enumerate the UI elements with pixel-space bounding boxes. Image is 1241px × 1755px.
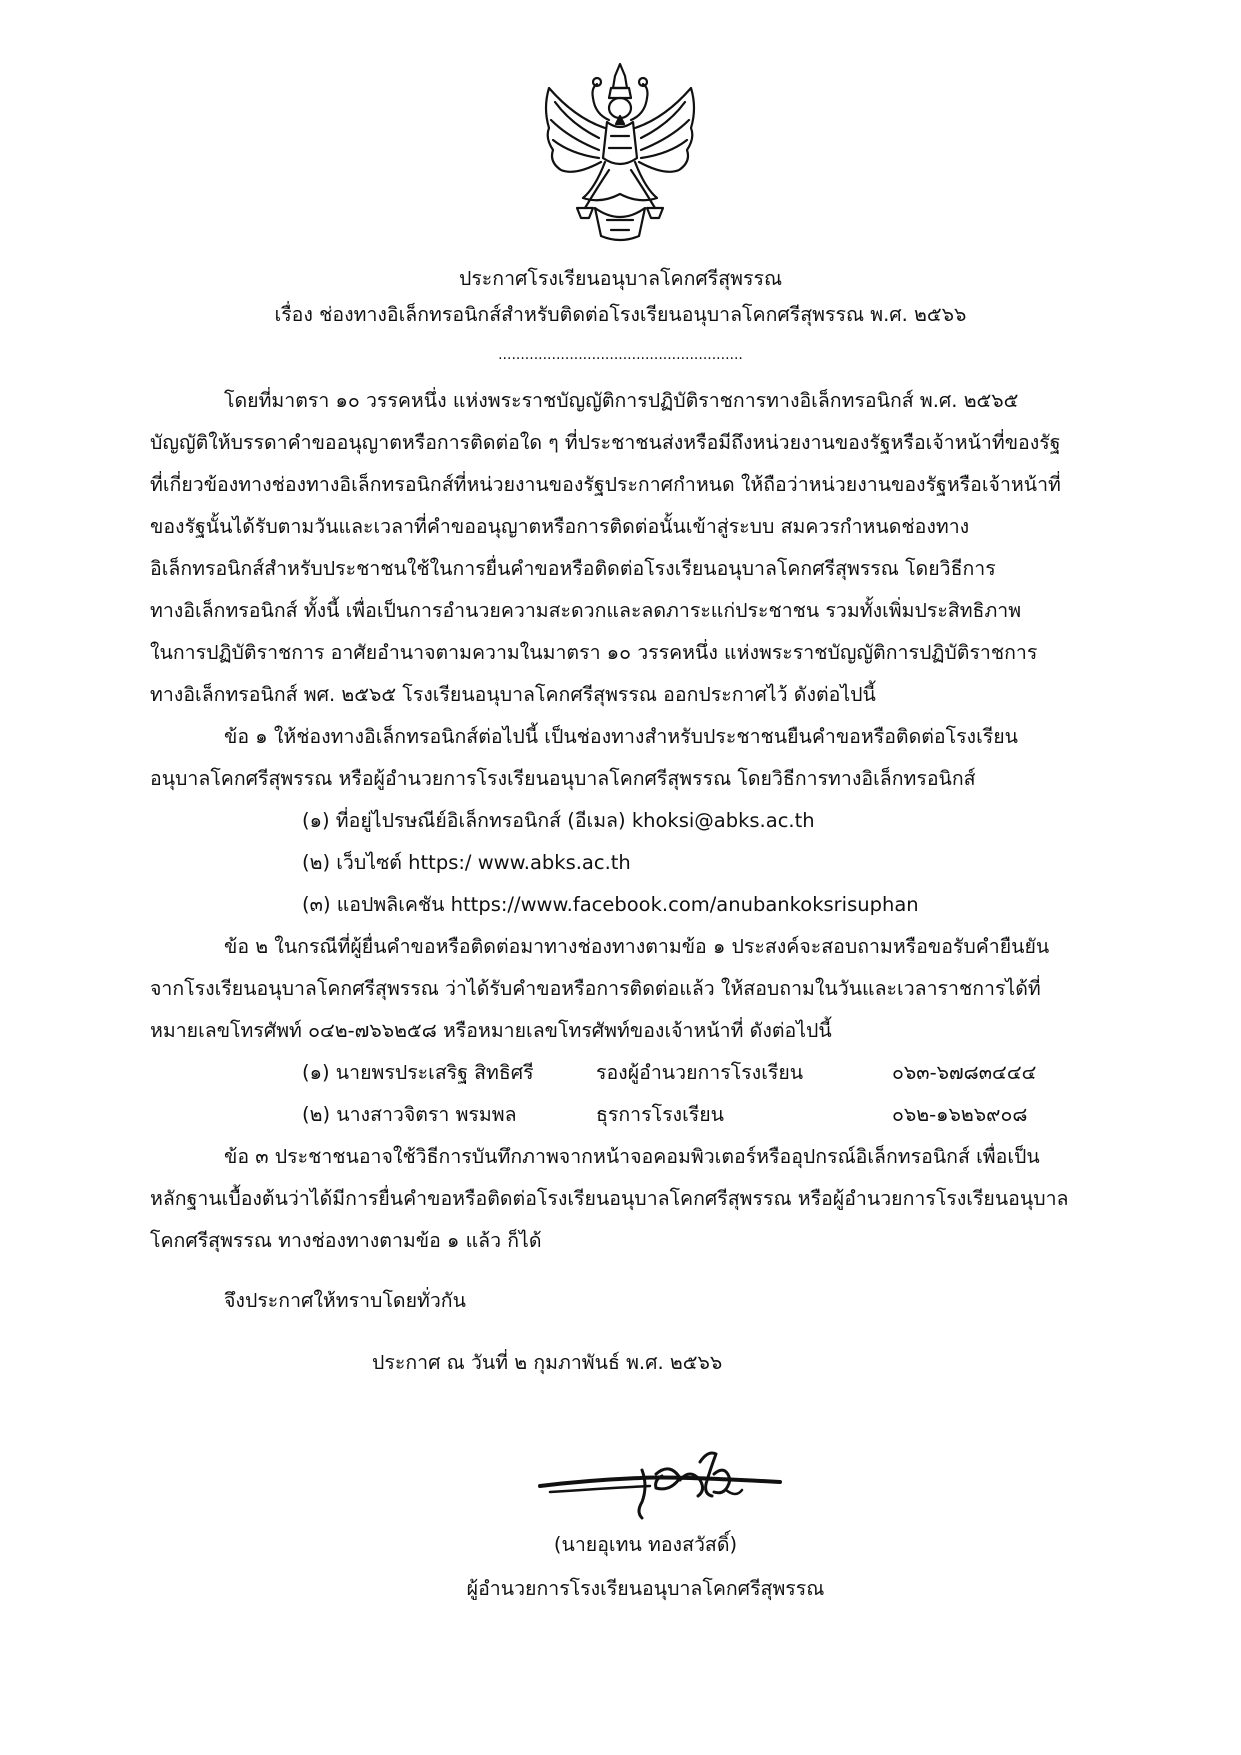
clause2-line: ข้อ ๒ ในกรณีที่ผู้ยื่นคำขอหรือติดต่อมาทางช่องทางตามข้อ ๑ ประสงค์จะสอบถามหรือขอรับคำยืนยัน bbox=[224, 935, 1050, 958]
announcement-date: ประกาศ ณ วันที่ ๒ กุมภาพันธ์ พ.ศ. ๒๕๖๖ bbox=[372, 1351, 723, 1374]
clause2-line: หมายเลขโทรศัพท์ ๐๔๒-๗๖๖๒๕๘ หรือหมายเลขโทรศัพท์ของเจ้าหน้าที่ ดังต่อไปนี้ bbox=[150, 1019, 832, 1042]
header-separator: ....................................................... bbox=[498, 347, 743, 363]
signatory-position: ผู้อำนวยการโรงเรียนอนุบาลโคกศรีสุพรรณ bbox=[466, 1577, 825, 1600]
clause3-line: หลักฐานเบื้องต้นว่าได้มีการยื่นคำขอหรือติดต่อโรงเรียนอนุบาลโคกศรีสุพรรณ หรือผู้อำนวยการโรงเรียนอนุบาล bbox=[150, 1187, 1069, 1210]
document-title: ประกาศโรงเรียนอนุบาลโคกศรีสุพรรณ bbox=[458, 267, 783, 290]
contact-role: ธุรการโรงเรียน bbox=[596, 1103, 724, 1126]
contact-phone: ๐๖๓-๖๗๘๓๔๔๔ bbox=[892, 1061, 1037, 1084]
contact-name: (๑) นายพรประเสริฐ สิทธิศรี bbox=[302, 1061, 534, 1084]
preamble-line: ทางอิเล็กทรอนิกส์ ทั้งนี้ เพื่อเป็นการอำนวยความสะดวกและลดภาระแก่ประชาชน รวมทั้งเพิ่มประสิทธิภาพ bbox=[150, 599, 1022, 622]
signatory-name: (นายอุเทน ทองสวัสดิ์) bbox=[553, 1533, 738, 1556]
preamble-line: ของรัฐนั้นได้รับตามวันและเวลาที่คำขออนุญาตหรือการติดต่อนั้นเข้าสู่ระบบ สมควรกำหนดช่องทาง bbox=[150, 515, 970, 538]
channel-application: (๓) แอปพลิเคชัน https://www.facebook.com/anubankoksrisuphan bbox=[302, 893, 919, 916]
preamble-line: บัญญัติให้บรรดาคำขออนุญาตหรือการติดต่อใด ๆ ที่ประชาชนส่งหรือมีถึงหน่วยงานของรัฐหรือเจ้าหน้าที่ของรัฐ bbox=[150, 431, 1061, 454]
preamble-line: อิเล็กทรอนิกส์สำหรับประชาชนใช้ในการยื่นคำขอหรือติดต่อโรงเรียนอนุบาลโคกศรีสุพรรณ โดยวิธีการ bbox=[150, 557, 996, 580]
channel-email: (๑) ที่อยู่ไปรษณีย์อิเล็กทรอนิกส์ (อีเมล) khoksi@abks.ac.th bbox=[302, 809, 815, 832]
handwritten-signature-icon bbox=[530, 1440, 790, 1520]
preamble-line: ในการปฏิบัติราชการ อาศัยอำนาจตามความในมาตรา ๑๐ วรรคหนึ่ง แห่งพระราชบัญญัติการปฏิบัติราชการ bbox=[150, 641, 1038, 664]
clause1-line: อนุบาลโคกศรีสุพรรณ หรือผู้อำนวยการโรงเรียนอนุบาลโคกศรีสุพรรณ โดยวิธีการทางอิเล็กทรอนิกส์ bbox=[150, 767, 976, 790]
garuda-emblem-icon bbox=[535, 58, 705, 244]
clause1-line: ข้อ ๑ ให้ช่องทางอิเล็กทรอนิกส์ต่อไปนี้ เป็นช่องทางสำหรับประชาชนยืนคำขอหรือติดต่อโรงเรียน bbox=[224, 725, 1018, 748]
channel-website: (๒) เว็บไซต์ https:/ www.abks.ac.th bbox=[302, 851, 631, 874]
clause2-line: จากโรงเรียนอนุบาลโคกศรีสุพรรณ ว่าได้รับคำขอหรือการติดต่อแล้ว ให้สอบถามในวันและเวลาราชการได้ที่ bbox=[150, 977, 1041, 1000]
clause3-line: โคกศรีสุพรรณ ทางช่องทางตามข้อ ๑ แล้ว ก็ได้ bbox=[150, 1229, 542, 1252]
preamble-line: โดยที่มาตรา ๑๐ วรรคหนึ่ง แห่งพระราชบัญญัติการปฏิบัติราชการทางอิเล็กทรอนิกส์ พ.ศ. ๒๕๖๕ bbox=[224, 389, 1019, 412]
preamble-line: ที่เกี่ยวข้องทางช่องทางอิเล็กทรอนิกส์ที่หน่วยงานของรัฐประกาศกำหนด ให้ถือว่าหน่วยงานของรัฐหรือเจ้าหน้าที่ bbox=[150, 473, 1061, 496]
document-subject: เรื่อง ช่องทางอิเล็กทรอนิกส์สำหรับติดต่อโรงเรียนอนุบาลโคกศรีสุพรรณ พ.ศ. ๒๕๖๖ bbox=[274, 303, 967, 326]
contact-role: รองผู้อำนวยการโรงเรียน bbox=[596, 1061, 804, 1084]
contact-phone: ๐๖๒-๑๖๒๖๙๐๘ bbox=[892, 1103, 1028, 1126]
contact-name: (๒) นางสาวจิตรา พรมพล bbox=[302, 1103, 517, 1126]
clause3-line: ข้อ ๓ ประชาชนอาจใช้วิธีการบันทึกภาพจากหน้าจอคอมพิวเตอร์หรืออุปกรณ์อิเล็กทรอนิกส์ เพื่อเป็น bbox=[224, 1145, 1040, 1168]
preamble-line: ทางอิเล็กทรอนิกส์ พศ. ๒๕๖๕ โรงเรียนอนุบาลโคกศรีสุพรรณ ออกประกาศไว้ ดังต่อไปนี้ bbox=[150, 683, 876, 706]
closing-statement: จึงประกาศให้ทราบโดยทั่วกัน bbox=[224, 1289, 466, 1312]
